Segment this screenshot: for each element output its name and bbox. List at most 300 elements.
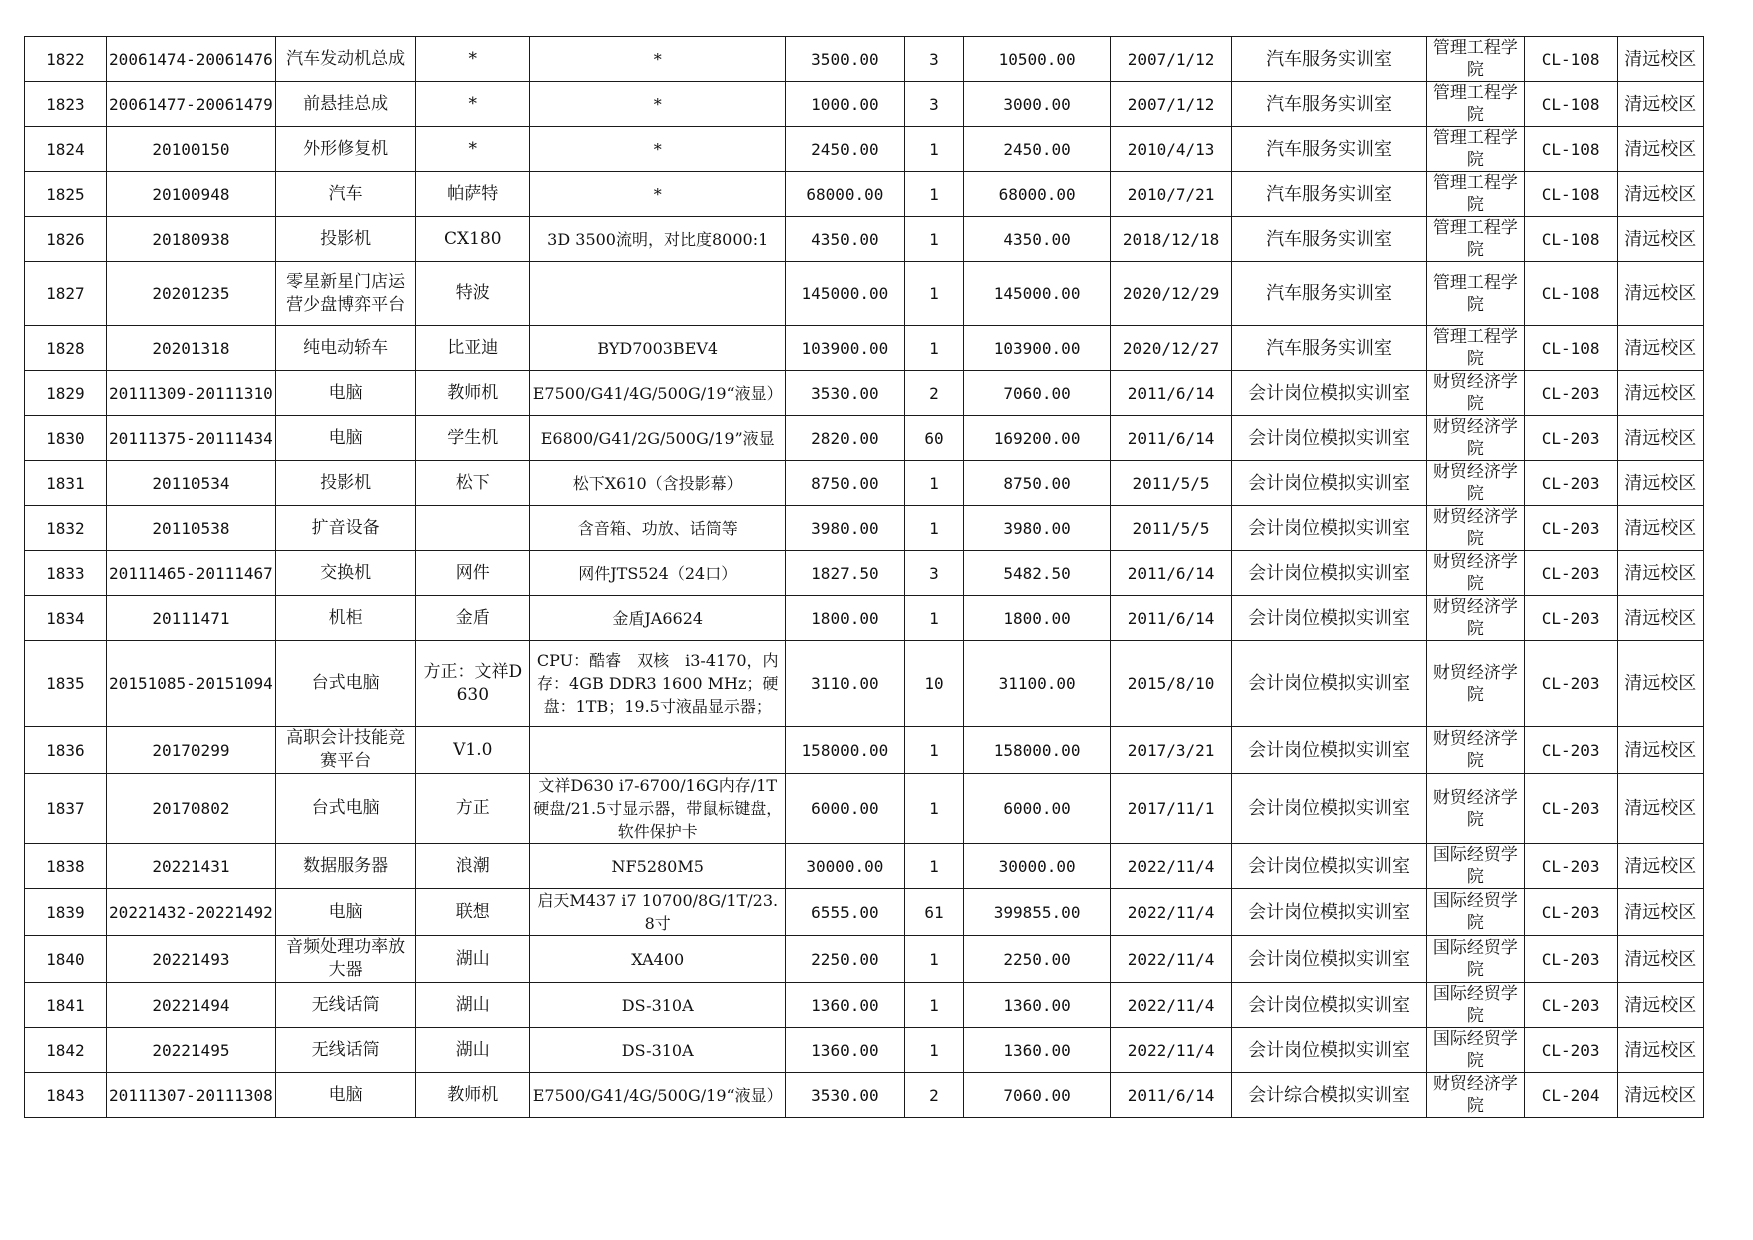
cell-quantity: 3 — [904, 37, 963, 82]
cell-unit-price: 6555.00 — [786, 889, 905, 936]
cell-total-amount: 158000.00 — [964, 727, 1111, 774]
cell-quantity: 1 — [904, 1028, 963, 1073]
cell-unit-price: 103900.00 — [786, 326, 905, 371]
table-row — [25, 889, 1704, 936]
cell-unit-price: 158000.00 — [786, 727, 905, 774]
cell-equipment-name: 纯电动轿车 — [276, 326, 416, 371]
cell-quantity: 1 — [904, 774, 963, 844]
cell-specification: 金盾JA6624 — [530, 596, 786, 641]
cell-campus: 清远校区 — [1617, 82, 1703, 127]
cell-purchase-date: 2020/12/27 — [1111, 326, 1232, 371]
cell-row-number: 1836 — [25, 727, 107, 774]
cell-department: 财贸经济学院 — [1427, 727, 1525, 774]
cell-asset-id: 20111465-20111467 — [106, 551, 275, 596]
cell-row-number: 1827 — [25, 262, 107, 326]
cell-brand-model: 湖山 — [416, 983, 530, 1028]
cell-campus: 清远校区 — [1617, 506, 1703, 551]
cell-unit-price: 1827.50 — [786, 551, 905, 596]
cell-total-amount: 7060.00 — [964, 1073, 1111, 1118]
table-row — [25, 172, 1704, 217]
cell-asset-id: 20110538 — [106, 506, 275, 551]
cell-specification — [530, 727, 786, 774]
cell-specification: E6800/G41/2G/500G/19”液显 — [530, 416, 786, 461]
cell-purchase-date: 2022/11/4 — [1111, 983, 1232, 1028]
cell-unit-price: 3500.00 — [786, 37, 905, 82]
cell-room-code: CL-203 — [1524, 889, 1617, 936]
cell-purchase-date: 2010/4/13 — [1111, 127, 1232, 172]
cell-asset-id: 20111309-20111310 — [106, 371, 275, 416]
cell-equipment-name: 外形修复机 — [276, 127, 416, 172]
table-row — [25, 844, 1704, 889]
cell-room-code: CL-203 — [1524, 983, 1617, 1028]
cell-row-number: 1838 — [25, 844, 107, 889]
cell-total-amount: 103900.00 — [964, 326, 1111, 371]
cell-quantity: 3 — [904, 82, 963, 127]
cell-department: 管理工程学院 — [1427, 326, 1525, 371]
cell-room-code: CL-203 — [1524, 371, 1617, 416]
cell-equipment-name: 无线话筒 — [276, 983, 416, 1028]
cell-quantity: 1 — [904, 217, 963, 262]
cell-campus: 清远校区 — [1617, 262, 1703, 326]
cell-quantity: 2 — [904, 1073, 963, 1118]
table-row — [25, 774, 1704, 844]
cell-total-amount: 8750.00 — [964, 461, 1111, 506]
cell-total-amount: 1360.00 — [964, 1028, 1111, 1073]
cell-quantity: 1 — [904, 936, 963, 983]
cell-department: 财贸经济学院 — [1427, 774, 1525, 844]
cell-total-amount: 7060.00 — [964, 371, 1111, 416]
asset-table — [24, 36, 1704, 1118]
cell-room-code: CL-203 — [1524, 641, 1617, 727]
cell-training-room: 汽车服务实训室 — [1232, 82, 1427, 127]
cell-purchase-date: 2011/6/14 — [1111, 551, 1232, 596]
cell-purchase-date: 2011/6/14 — [1111, 596, 1232, 641]
cell-brand-model: 帕萨特 — [416, 172, 530, 217]
cell-equipment-name: 无线话筒 — [276, 1028, 416, 1073]
cell-equipment-name: 高职会计技能竞赛平台 — [276, 727, 416, 774]
cell-quantity: 60 — [904, 416, 963, 461]
cell-row-number: 1842 — [25, 1028, 107, 1073]
cell-row-number: 1839 — [25, 889, 107, 936]
cell-brand-model: CX180 — [416, 217, 530, 262]
cell-quantity: 1 — [904, 262, 963, 326]
cell-training-room: 会计岗位模拟实训室 — [1232, 461, 1427, 506]
cell-training-room: 汽车服务实训室 — [1232, 172, 1427, 217]
cell-training-room: 会计岗位模拟实训室 — [1232, 596, 1427, 641]
cell-room-code: CL-203 — [1524, 551, 1617, 596]
cell-equipment-name: 机柜 — [276, 596, 416, 641]
cell-brand-model: 湖山 — [416, 1028, 530, 1073]
table-row — [25, 596, 1704, 641]
cell-quantity: 1 — [904, 506, 963, 551]
cell-room-code: CL-203 — [1524, 506, 1617, 551]
cell-total-amount: 6000.00 — [964, 774, 1111, 844]
cell-quantity: 1 — [904, 172, 963, 217]
cell-department: 管理工程学院 — [1427, 37, 1525, 82]
cell-training-room: 会计岗位模拟实训室 — [1232, 1028, 1427, 1073]
cell-unit-price: 3980.00 — [786, 506, 905, 551]
cell-department: 国际经贸学院 — [1427, 936, 1525, 983]
cell-training-room: 汽车服务实训室 — [1232, 326, 1427, 371]
cell-equipment-name: 交换机 — [276, 551, 416, 596]
cell-asset-id: 20221431 — [106, 844, 275, 889]
table-row — [25, 461, 1704, 506]
cell-unit-price: 6000.00 — [786, 774, 905, 844]
table-row — [25, 727, 1704, 774]
table-row — [25, 551, 1704, 596]
cell-row-number: 1830 — [25, 416, 107, 461]
cell-equipment-name: 电脑 — [276, 371, 416, 416]
cell-unit-price: 3530.00 — [786, 1073, 905, 1118]
cell-specification: * — [530, 127, 786, 172]
cell-total-amount: 10500.00 — [964, 37, 1111, 82]
cell-specification: 文祥D630 i7-6700/16G内存/1T硬盘/21.5寸显示器，带鼠标键盘，软件保护卡 — [530, 774, 786, 844]
cell-total-amount: 1800.00 — [964, 596, 1111, 641]
cell-purchase-date: 2022/11/4 — [1111, 844, 1232, 889]
cell-campus: 清远校区 — [1617, 844, 1703, 889]
cell-campus: 清远校区 — [1617, 326, 1703, 371]
cell-equipment-name: 台式电脑 — [276, 641, 416, 727]
cell-campus: 清远校区 — [1617, 936, 1703, 983]
cell-purchase-date: 2011/5/5 — [1111, 506, 1232, 551]
cell-specification: 松下X610（含投影幕） — [530, 461, 786, 506]
cell-campus: 清远校区 — [1617, 127, 1703, 172]
cell-department: 财贸经济学院 — [1427, 551, 1525, 596]
cell-campus: 清远校区 — [1617, 641, 1703, 727]
cell-specification: XA400 — [530, 936, 786, 983]
asset-table-body — [25, 37, 1704, 1118]
cell-total-amount: 4350.00 — [964, 217, 1111, 262]
cell-room-code: CL-203 — [1524, 596, 1617, 641]
cell-campus: 清远校区 — [1617, 596, 1703, 641]
cell-equipment-name: 音频处理功率放大器 — [276, 936, 416, 983]
cell-purchase-date: 2022/11/4 — [1111, 889, 1232, 936]
cell-total-amount: 2450.00 — [964, 127, 1111, 172]
cell-department: 财贸经济学院 — [1427, 461, 1525, 506]
cell-equipment-name: 前悬挂总成 — [276, 82, 416, 127]
cell-total-amount: 2250.00 — [964, 936, 1111, 983]
cell-total-amount: 1360.00 — [964, 983, 1111, 1028]
cell-asset-id: 20170299 — [106, 727, 275, 774]
cell-room-code: CL-108 — [1524, 172, 1617, 217]
cell-quantity: 1 — [904, 461, 963, 506]
cell-department: 国际经贸学院 — [1427, 889, 1525, 936]
cell-training-room: 汽车服务实训室 — [1232, 217, 1427, 262]
cell-room-code: CL-203 — [1524, 774, 1617, 844]
cell-training-room: 会计岗位模拟实训室 — [1232, 774, 1427, 844]
cell-training-room: 汽车服务实训室 — [1232, 127, 1427, 172]
cell-total-amount: 31100.00 — [964, 641, 1111, 727]
table-row — [25, 936, 1704, 983]
cell-brand-model: 比亚迪 — [416, 326, 530, 371]
cell-unit-price: 3530.00 — [786, 371, 905, 416]
cell-room-code: CL-108 — [1524, 82, 1617, 127]
cell-department: 财贸经济学院 — [1427, 371, 1525, 416]
cell-unit-price: 1360.00 — [786, 983, 905, 1028]
cell-brand-model: * — [416, 127, 530, 172]
cell-equipment-name: 汽车发动机总成 — [276, 37, 416, 82]
cell-specification: * — [530, 172, 786, 217]
cell-specification: DS-310A — [530, 983, 786, 1028]
cell-campus: 清远校区 — [1617, 217, 1703, 262]
cell-purchase-date: 2022/11/4 — [1111, 1028, 1232, 1073]
cell-row-number: 1840 — [25, 936, 107, 983]
table-row — [25, 641, 1704, 727]
cell-room-code: CL-108 — [1524, 326, 1617, 371]
cell-row-number: 1834 — [25, 596, 107, 641]
cell-asset-id: 20221495 — [106, 1028, 275, 1073]
cell-department: 管理工程学院 — [1427, 127, 1525, 172]
cell-asset-id: 20221493 — [106, 936, 275, 983]
cell-training-room: 会计岗位模拟实训室 — [1232, 371, 1427, 416]
cell-department: 财贸经济学院 — [1427, 641, 1525, 727]
cell-specification: 含音箱、功放、话筒等 — [530, 506, 786, 551]
cell-unit-price: 1000.00 — [786, 82, 905, 127]
cell-brand-model: 联想 — [416, 889, 530, 936]
table-row — [25, 217, 1704, 262]
cell-brand-model: 学生机 — [416, 416, 530, 461]
cell-department: 管理工程学院 — [1427, 82, 1525, 127]
cell-purchase-date: 2011/6/14 — [1111, 1073, 1232, 1118]
cell-total-amount: 5482.50 — [964, 551, 1111, 596]
cell-brand-model: * — [416, 37, 530, 82]
cell-department: 管理工程学院 — [1427, 217, 1525, 262]
cell-asset-id: 20111375-20111434 — [106, 416, 275, 461]
cell-purchase-date: 2018/12/18 — [1111, 217, 1232, 262]
cell-specification: 启天M437 i7 10700/8G/1T/23.8寸 — [530, 889, 786, 936]
cell-row-number: 1824 — [25, 127, 107, 172]
cell-row-number: 1829 — [25, 371, 107, 416]
cell-training-room: 会计岗位模拟实训室 — [1232, 416, 1427, 461]
cell-campus: 清远校区 — [1617, 983, 1703, 1028]
cell-training-room: 会计岗位模拟实训室 — [1232, 641, 1427, 727]
cell-campus: 清远校区 — [1617, 461, 1703, 506]
cell-row-number: 1825 — [25, 172, 107, 217]
cell-asset-id: 20111471 — [106, 596, 275, 641]
cell-specification — [530, 262, 786, 326]
cell-room-code: CL-203 — [1524, 461, 1617, 506]
cell-room-code: CL-108 — [1524, 37, 1617, 82]
cell-purchase-date: 2020/12/29 — [1111, 262, 1232, 326]
cell-row-number: 1843 — [25, 1073, 107, 1118]
cell-room-code: CL-203 — [1524, 844, 1617, 889]
cell-equipment-name: 扩音设备 — [276, 506, 416, 551]
cell-training-room: 会计岗位模拟实训室 — [1232, 551, 1427, 596]
table-row — [25, 82, 1704, 127]
cell-specification: E7500/G41/4G/500G/19“液显） — [530, 1073, 786, 1118]
cell-row-number: 1832 — [25, 506, 107, 551]
cell-specification: NF5280M5 — [530, 844, 786, 889]
table-row — [25, 326, 1704, 371]
cell-unit-price: 1800.00 — [786, 596, 905, 641]
cell-unit-price: 30000.00 — [786, 844, 905, 889]
cell-specification: CPU：酷睿 双核 i3-4170，内存：4GB DDR3 1600 MHz；硬盘：1TB；19.5寸液晶显示器； — [530, 641, 786, 727]
cell-unit-price: 4350.00 — [786, 217, 905, 262]
cell-campus: 清远校区 — [1617, 727, 1703, 774]
cell-brand-model: 松下 — [416, 461, 530, 506]
cell-brand-model — [416, 506, 530, 551]
cell-purchase-date: 2010/7/21 — [1111, 172, 1232, 217]
cell-quantity: 1 — [904, 127, 963, 172]
cell-asset-id: 20201235 — [106, 262, 275, 326]
cell-asset-id: 20100150 — [106, 127, 275, 172]
cell-department: 国际经贸学院 — [1427, 1028, 1525, 1073]
cell-row-number: 1831 — [25, 461, 107, 506]
cell-campus: 清远校区 — [1617, 1028, 1703, 1073]
cell-equipment-name: 投影机 — [276, 217, 416, 262]
cell-quantity: 1 — [904, 727, 963, 774]
cell-row-number: 1837 — [25, 774, 107, 844]
cell-brand-model: 湖山 — [416, 936, 530, 983]
cell-brand-model: 浪潮 — [416, 844, 530, 889]
cell-unit-price: 8750.00 — [786, 461, 905, 506]
cell-department: 国际经贸学院 — [1427, 844, 1525, 889]
cell-asset-id: 20221494 — [106, 983, 275, 1028]
cell-brand-model: 方正 — [416, 774, 530, 844]
cell-brand-model: 网件 — [416, 551, 530, 596]
cell-unit-price: 68000.00 — [786, 172, 905, 217]
cell-equipment-name: 台式电脑 — [276, 774, 416, 844]
cell-training-room: 会计岗位模拟实训室 — [1232, 983, 1427, 1028]
cell-purchase-date: 2007/1/12 — [1111, 82, 1232, 127]
cell-equipment-name: 电脑 — [276, 1073, 416, 1118]
cell-row-number: 1841 — [25, 983, 107, 1028]
cell-brand-model: 特波 — [416, 262, 530, 326]
table-row — [25, 983, 1704, 1028]
table-row — [25, 371, 1704, 416]
cell-brand-model: V1.0 — [416, 727, 530, 774]
cell-equipment-name: 零星新星门店运营少盘博弈平台 — [276, 262, 416, 326]
cell-asset-id: 20201318 — [106, 326, 275, 371]
cell-total-amount: 30000.00 — [964, 844, 1111, 889]
cell-specification: BYD7003BEV4 — [530, 326, 786, 371]
cell-asset-id: 20170802 — [106, 774, 275, 844]
cell-room-code: CL-108 — [1524, 127, 1617, 172]
cell-total-amount: 399855.00 — [964, 889, 1111, 936]
cell-total-amount: 68000.00 — [964, 172, 1111, 217]
cell-purchase-date: 2022/11/4 — [1111, 936, 1232, 983]
cell-unit-price: 2820.00 — [786, 416, 905, 461]
cell-unit-price: 2450.00 — [786, 127, 905, 172]
cell-room-code: CL-204 — [1524, 1073, 1617, 1118]
cell-specification: DS-310A — [530, 1028, 786, 1073]
cell-campus: 清远校区 — [1617, 551, 1703, 596]
cell-campus: 清远校区 — [1617, 774, 1703, 844]
cell-room-code: CL-203 — [1524, 416, 1617, 461]
cell-training-room: 汽车服务实训室 — [1232, 262, 1427, 326]
cell-specification: E7500/G41/4G/500G/19“液显） — [530, 371, 786, 416]
cell-room-code: CL-203 — [1524, 1028, 1617, 1073]
cell-unit-price: 1360.00 — [786, 1028, 905, 1073]
cell-brand-model: 方正：文祥D630 — [416, 641, 530, 727]
cell-training-room: 汽车服务实训室 — [1232, 37, 1427, 82]
cell-asset-id: 20061474-20061476 — [106, 37, 275, 82]
cell-purchase-date: 2011/5/5 — [1111, 461, 1232, 506]
cell-training-room: 会计岗位模拟实训室 — [1232, 936, 1427, 983]
cell-room-code: CL-108 — [1524, 217, 1617, 262]
cell-brand-model: 教师机 — [416, 1073, 530, 1118]
cell-asset-id: 20110534 — [106, 461, 275, 506]
cell-total-amount: 3980.00 — [964, 506, 1111, 551]
cell-total-amount: 3000.00 — [964, 82, 1111, 127]
cell-specification: 网件JTS524（24口） — [530, 551, 786, 596]
cell-row-number: 1828 — [25, 326, 107, 371]
cell-department: 财贸经济学院 — [1427, 506, 1525, 551]
cell-unit-price: 3110.00 — [786, 641, 905, 727]
cell-brand-model: 金盾 — [416, 596, 530, 641]
cell-department: 管理工程学院 — [1427, 262, 1525, 326]
cell-row-number: 1822 — [25, 37, 107, 82]
cell-row-number: 1823 — [25, 82, 107, 127]
cell-purchase-date: 2017/11/1 — [1111, 774, 1232, 844]
cell-asset-id: 20100948 — [106, 172, 275, 217]
cell-campus: 清远校区 — [1617, 1073, 1703, 1118]
cell-specification: 3D 3500流明，对比度8000:1 — [530, 217, 786, 262]
cell-quantity: 1 — [904, 596, 963, 641]
cell-asset-id: 20180938 — [106, 217, 275, 262]
table-row — [25, 262, 1704, 326]
table-row — [25, 1073, 1704, 1118]
cell-row-number: 1826 — [25, 217, 107, 262]
cell-quantity: 61 — [904, 889, 963, 936]
cell-row-number: 1835 — [25, 641, 107, 727]
cell-campus: 清远校区 — [1617, 889, 1703, 936]
cell-equipment-name: 投影机 — [276, 461, 416, 506]
cell-department: 管理工程学院 — [1427, 172, 1525, 217]
cell-equipment-name: 数据服务器 — [276, 844, 416, 889]
cell-total-amount: 145000.00 — [964, 262, 1111, 326]
cell-quantity: 1 — [904, 983, 963, 1028]
cell-training-room: 会计岗位模拟实训室 — [1232, 889, 1427, 936]
cell-quantity: 1 — [904, 326, 963, 371]
table-row — [25, 416, 1704, 461]
cell-room-code: CL-203 — [1524, 727, 1617, 774]
cell-purchase-date: 2015/8/10 — [1111, 641, 1232, 727]
cell-equipment-name: 电脑 — [276, 416, 416, 461]
cell-unit-price: 2250.00 — [786, 936, 905, 983]
cell-equipment-name: 电脑 — [276, 889, 416, 936]
cell-asset-id: 20151085-20151094 — [106, 641, 275, 727]
cell-specification: * — [530, 82, 786, 127]
table-row — [25, 37, 1704, 82]
cell-asset-id: 20221432-20221492 — [106, 889, 275, 936]
cell-purchase-date: 2011/6/14 — [1111, 416, 1232, 461]
cell-department: 财贸经济学院 — [1427, 1073, 1525, 1118]
cell-room-code: CL-108 — [1524, 262, 1617, 326]
table-row — [25, 127, 1704, 172]
cell-brand-model: 教师机 — [416, 371, 530, 416]
cell-purchase-date: 2017/3/21 — [1111, 727, 1232, 774]
cell-row-number: 1833 — [25, 551, 107, 596]
cell-purchase-date: 2011/6/14 — [1111, 371, 1232, 416]
cell-quantity: 10 — [904, 641, 963, 727]
cell-total-amount: 169200.00 — [964, 416, 1111, 461]
cell-specification: * — [530, 37, 786, 82]
cell-brand-model: * — [416, 82, 530, 127]
cell-unit-price: 145000.00 — [786, 262, 905, 326]
cell-training-room: 会计岗位模拟实训室 — [1232, 844, 1427, 889]
cell-equipment-name: 汽车 — [276, 172, 416, 217]
cell-campus: 清远校区 — [1617, 37, 1703, 82]
cell-asset-id: 20061477-20061479 — [106, 82, 275, 127]
cell-department: 财贸经济学院 — [1427, 596, 1525, 641]
cell-room-code: CL-203 — [1524, 936, 1617, 983]
cell-asset-id: 20111307-20111308 — [106, 1073, 275, 1118]
cell-training-room: 会计岗位模拟实训室 — [1232, 506, 1427, 551]
table-row — [25, 1028, 1704, 1073]
cell-quantity: 1 — [904, 844, 963, 889]
cell-quantity: 3 — [904, 551, 963, 596]
